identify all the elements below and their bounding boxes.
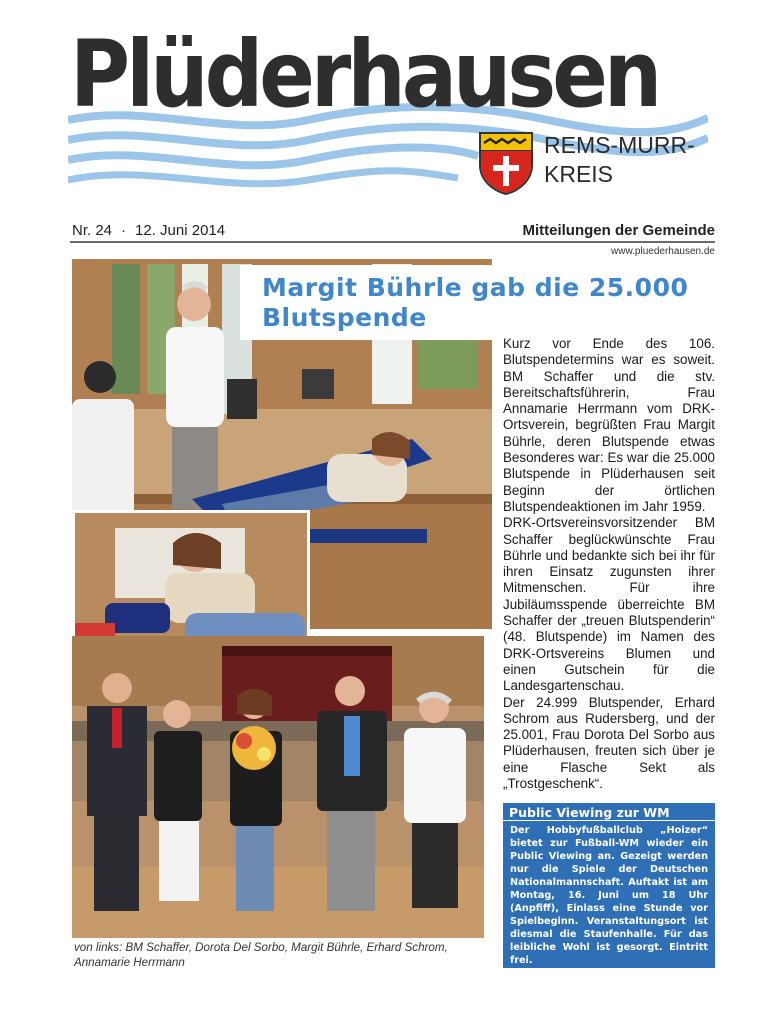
- coat-of-arms-icon: [478, 131, 534, 195]
- header-divider: [70, 241, 715, 243]
- district-line-2: KREIS: [544, 161, 614, 187]
- article-paragraph-1: Kurz vor Ende des 106. Blutspendetermins war es soweit. BM Schaffer und die stv. Bereitschaftsführerin, Frau Annamarie Herrmann vom DRK-Ortsverein, begrüßten Frau Margit Bührle, deren Blutspende etwas Besonderes war: Es war die 25.000 Blutspende in Plüderhausen seit Beginn der örtlichen Blutspendeaktionen im Jahr 1959.: [503, 336, 715, 514]
- photo-donor-closeup-image: [75, 513, 307, 655]
- section-title: Mitteilungen der Gemeinde: [522, 222, 715, 239]
- article-body: [503, 336, 715, 792]
- public-viewing-box: [503, 803, 715, 979]
- website-link[interactable]: www.pluederhausen.de: [611, 246, 715, 257]
- photo-group: [72, 636, 484, 938]
- public-viewing-more-link[interactable]: Weitere Informationen siehe Seite 8: [510, 968, 708, 979]
- public-viewing-title: Public Viewing zur WM: [503, 803, 715, 821]
- photo-caption: von links: BM Schaffer, Dorota Del Sorbo, Margit Bührle, Erhard Schrom, Annamarie Herrmann: [74, 941, 448, 969]
- district-line-1: REMS-MURR-: [544, 132, 695, 158]
- issue-date: 12. Juni 2014: [135, 222, 226, 239]
- district-name: [544, 131, 695, 189]
- article-paragraph-2: DRK-Ortsvereinsvorsitzender BM Schaffer beglückwünschte Frau Bührle und bedankte sich bei ihr für ihren Einsatz zugunsten ihrer Mitmenschen. Für ihre Jubiläumsspende überreichte BM Schaffer der „treuen Blutspenderin“ (48. Blutspende) im Namen des DRK-Ortsvereins Blumen und einen Gutschein für die Landesgartenschau.: [503, 515, 715, 694]
- issue-separator: ·: [121, 222, 127, 239]
- article-paragraph-3: Der 24.999 Blutspender, Erhard Schrom aus Rudersberg, und der 25.001, Frau Dorota Del Sorbo aus Plüderhausen, freuten sich über je eine Flasche Sekt als „Trostgeschenk“.: [503, 694, 715, 792]
- issue-number: Nr. 24: [72, 222, 113, 239]
- photo-group-image: [72, 636, 484, 938]
- public-viewing-body: Der Hobbyfußballclub „Hoizer“ bietet zur Fußball-WM wieder ein Public Viewing an. Gezeigt werden nur die Spiele der Deutschen Nationalmannschaft. Auftakt ist am Montag, 16. Juni um 18 Uhr (Anpfiff), Einlass eine Stunde vor Spielbeginn. Veranstaltungsort ist diesmal die Staufenhalle. Für das leibliche Wohl ist gesorgt. Eintritt frei.: [510, 825, 708, 966]
- issue-info: [72, 222, 225, 239]
- article-headline: Margit Bührle gab die 25.000 Blutspende: [262, 273, 689, 332]
- masthead-title: Plüderhausen: [70, 22, 659, 129]
- masthead: [0, 0, 770, 215]
